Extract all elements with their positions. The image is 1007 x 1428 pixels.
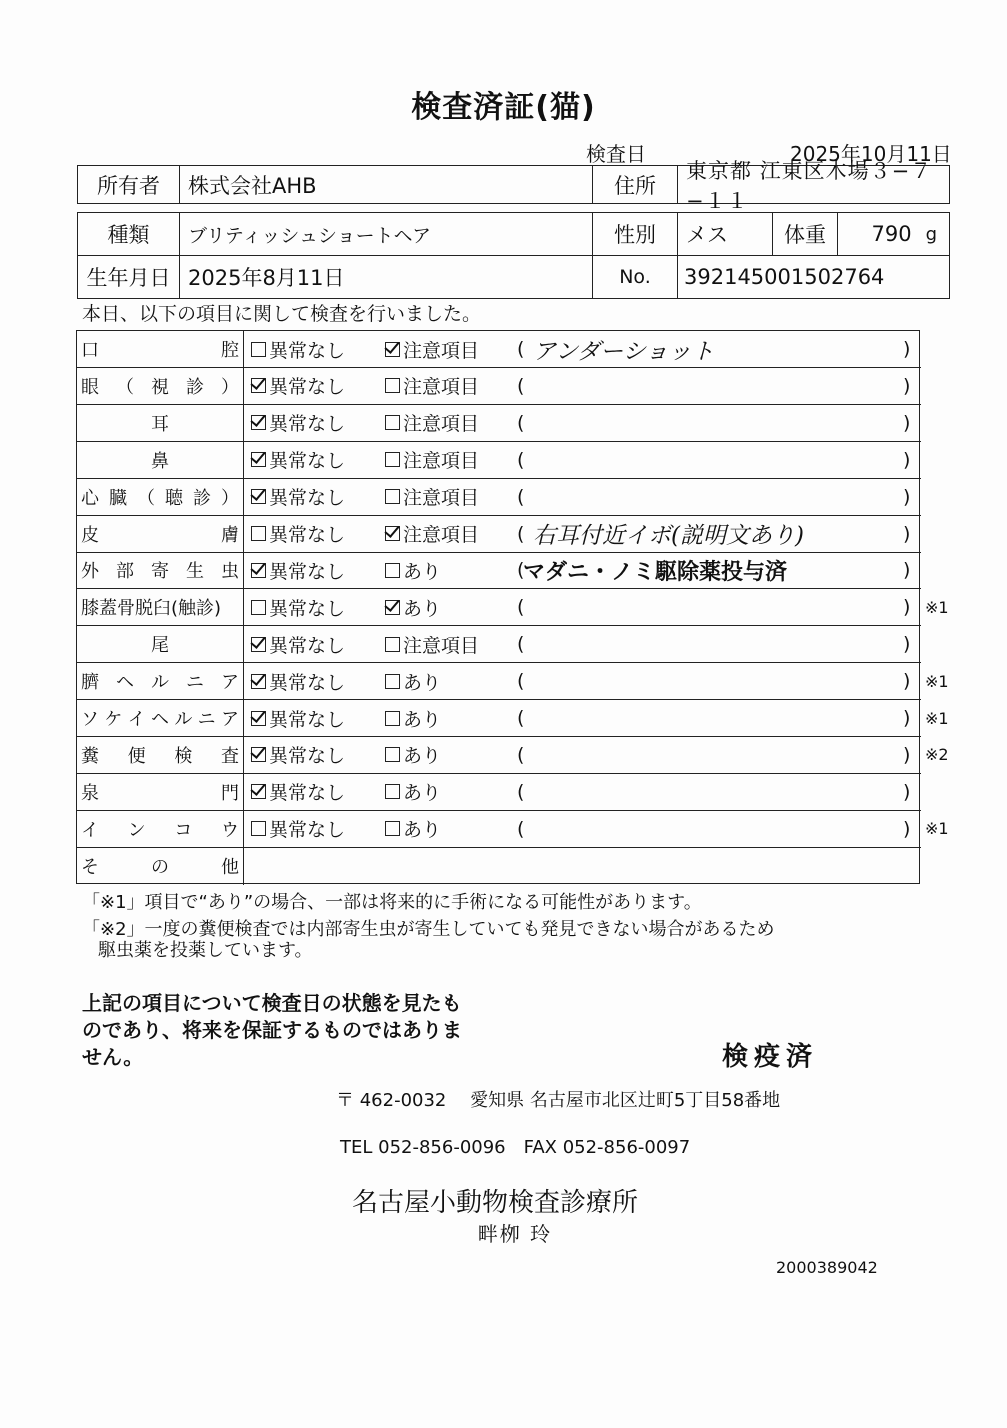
option-finding[interactable]	[385, 442, 479, 478]
footnote-mark: ※2	[925, 745, 949, 765]
disclaimer-text: 上記の項目について検査日の状態を見たものであり、将来を保証するものではありません。	[82, 991, 462, 1069]
option-finding[interactable]	[385, 405, 479, 441]
check-row	[77, 368, 921, 405]
address-label: 住所	[593, 166, 678, 203]
paren-close: )	[903, 817, 911, 840]
option-finding-label: あり	[403, 560, 442, 583]
option-finding-label: 注意項目	[403, 487, 480, 510]
checkbox-icon[interactable]	[251, 489, 266, 504]
option-normal[interactable]	[251, 442, 345, 478]
checkbox-icon[interactable]	[251, 747, 266, 762]
item-label: 臍 ヘ ル ニ ア	[77, 663, 244, 699]
paren-close: )	[903, 338, 911, 360]
checkbox-icon[interactable]	[385, 674, 400, 689]
check-row	[77, 811, 949, 848]
option-finding[interactable]	[385, 479, 479, 515]
intro-text: 本日、以下の項目に関して検査を行いました。	[82, 303, 482, 325]
checkbox-icon[interactable]	[251, 821, 266, 836]
check-row	[77, 552, 921, 589]
item-label: 鼻	[77, 442, 244, 478]
footnote-2-cont: 駆虫薬を投薬しています。	[98, 940, 313, 961]
item-label: 外 部 寄 生 虫	[77, 552, 244, 588]
no-label: No.	[593, 256, 678, 298]
paren-open: (	[517, 485, 525, 508]
option-finding-label: 注意項目	[403, 339, 480, 362]
option-finding[interactable]	[385, 663, 441, 699]
option-normal-label: 異常なし	[269, 339, 346, 362]
checkbox-icon[interactable]	[385, 637, 400, 652]
item-label: イ ン コ ウ	[77, 811, 244, 847]
option-finding[interactable]	[385, 774, 441, 810]
option-normal[interactable]	[251, 811, 345, 847]
checkbox-icon[interactable]	[251, 600, 266, 615]
address-value: 東京都 江東区木場３−７−１１	[686, 158, 933, 213]
checkbox-icon[interactable]	[385, 821, 400, 836]
paren-open: (	[517, 817, 525, 840]
option-normal[interactable]	[251, 626, 345, 662]
option-finding-label: あり	[403, 597, 442, 620]
option-finding[interactable]	[385, 589, 441, 625]
checkbox-icon[interactable]	[251, 342, 266, 357]
paren-close: )	[903, 485, 911, 508]
footnote-mark: ※1	[925, 671, 949, 691]
check-row	[77, 626, 921, 663]
option-finding-label: あり	[403, 819, 442, 842]
option-finding-label: 注意項目	[403, 450, 480, 473]
option-normal[interactable]	[251, 663, 345, 699]
paren-open: (	[517, 707, 525, 729]
checkbox-icon[interactable]	[385, 600, 400, 615]
option-normal-label: 異常なし	[269, 819, 346, 842]
check-row	[77, 516, 921, 553]
option-normal-label: 異常なし	[269, 597, 346, 620]
option-finding[interactable]	[385, 516, 479, 552]
checkbox-icon[interactable]	[251, 784, 266, 799]
item-label: 糞 便 検 査	[77, 737, 244, 773]
option-normal-label: 異常なし	[269, 634, 346, 657]
option-finding-label: 注意項目	[403, 634, 480, 657]
option-normal-label: 異常なし	[269, 745, 346, 768]
checkbox-icon[interactable]	[385, 711, 400, 726]
option-finding[interactable]	[385, 737, 441, 773]
paren-close: )	[903, 633, 911, 656]
weight-field	[838, 213, 951, 255]
checkbox-icon[interactable]	[251, 452, 266, 467]
item-note: マダニ・ノミ駆除薬投与済	[523, 559, 788, 585]
sex-value: メス	[678, 213, 773, 255]
option-finding-label: あり	[403, 745, 442, 768]
item-label: 眼 （ 視 診 ）	[77, 368, 244, 404]
option-finding[interactable]	[385, 626, 479, 662]
paren-open: (	[517, 522, 525, 545]
option-normal[interactable]	[251, 737, 345, 773]
check-row	[77, 774, 921, 811]
option-finding-label: 注意項目	[403, 413, 480, 436]
checkbox-icon[interactable]	[385, 415, 400, 430]
breed-label: 種類	[78, 213, 180, 255]
option-normal[interactable]	[251, 552, 345, 588]
breed-value: ブリティッシュショートヘア	[180, 213, 593, 255]
option-normal[interactable]	[251, 331, 345, 367]
owner-label: 所有者	[78, 166, 180, 203]
footnote-1: 「※1」項目で“あり”の場合、一部は将来的に手術になる可能性があります。	[82, 892, 702, 913]
footnote-mark: ※1	[925, 708, 949, 728]
exam-date-value: 2025年10月11日	[790, 142, 952, 166]
paren-open: (	[517, 448, 525, 471]
paren-close: )	[903, 743, 911, 766]
option-normal-label: 異常なし	[269, 376, 346, 399]
paren-open: (	[517, 633, 525, 656]
option-normal[interactable]	[251, 589, 345, 625]
option-finding[interactable]	[385, 368, 479, 404]
paren-close: )	[903, 670, 911, 693]
option-normal[interactable]	[251, 479, 345, 515]
footnote-mark: ※1	[925, 819, 949, 839]
check-row	[77, 663, 949, 700]
check-row	[77, 331, 921, 368]
checkbox-icon[interactable]	[251, 415, 266, 430]
option-finding-label: 注意項目	[403, 524, 480, 546]
option-normal-label: 異常なし	[269, 524, 346, 546]
checkbox-icon[interactable]	[385, 563, 400, 578]
item-label: 皮 膚	[77, 516, 244, 552]
item-label: 口 腔	[77, 331, 244, 367]
exam-date-label: 検査日	[586, 142, 646, 166]
owner-box	[77, 158, 950, 213]
option-finding[interactable]	[385, 811, 441, 847]
checkbox-icon[interactable]	[385, 342, 400, 357]
check-row-other	[77, 848, 921, 885]
checkbox-icon[interactable]	[385, 526, 400, 541]
option-finding-label: 注意項目	[403, 376, 480, 399]
item-label-other: そ の 他	[77, 848, 244, 885]
check-row	[77, 479, 921, 516]
option-finding-label: あり	[403, 708, 442, 731]
paren-open: (	[517, 780, 525, 803]
paren-open: (	[517, 559, 525, 582]
item-label: 耳	[77, 405, 244, 441]
paren-open: (	[517, 374, 525, 397]
footnote-mark: ※1	[925, 597, 949, 617]
document-title: 検査済証(猫)	[411, 90, 596, 125]
check-row	[77, 442, 921, 479]
option-normal-label: 異常なし	[269, 413, 346, 436]
checkbox-icon[interactable]	[251, 378, 266, 393]
checkbox-icon[interactable]	[385, 378, 400, 393]
item-note: 右耳付近イボ(説明文あり)	[533, 523, 804, 549]
clinic-name: 名古屋小動物検査診療所	[351, 1188, 638, 1218]
checkbox-icon[interactable]	[251, 711, 266, 726]
item-label: 心 臓 （ 聴 診 ）	[77, 479, 244, 515]
option-finding[interactable]	[385, 700, 441, 736]
paren-close: )	[903, 707, 911, 729]
paren-open: (	[517, 338, 525, 360]
paren-close: )	[903, 411, 911, 434]
dob-label: 生年月日	[78, 256, 180, 298]
option-normal-label: 異常なし	[269, 708, 346, 731]
item-label: 膝蓋骨脱臼(触診)	[77, 589, 244, 625]
sex-label: 性別	[593, 213, 678, 255]
option-normal[interactable]	[251, 368, 345, 404]
checkbox-icon[interactable]	[251, 563, 266, 578]
option-normal[interactable]	[251, 700, 345, 736]
checkbox-icon[interactable]	[251, 674, 266, 689]
check-row	[77, 589, 949, 626]
paren-close: )	[903, 559, 911, 582]
check-row	[77, 700, 949, 737]
item-label: 尾	[77, 626, 244, 662]
checkbox-icon[interactable]	[251, 526, 266, 541]
no-value: 392145001502764	[684, 265, 885, 289]
weight-label: 体重	[773, 213, 838, 255]
paren-close: )	[903, 596, 911, 619]
paren-close: )	[903, 780, 911, 803]
option-finding-label: あり	[403, 671, 442, 694]
pet-box	[77, 212, 950, 299]
check-table	[76, 330, 949, 884]
checkbox-icon[interactable]	[385, 489, 400, 504]
checkbox-icon[interactable]	[385, 452, 400, 467]
paren-open: (	[517, 670, 525, 693]
option-normal[interactable]	[251, 516, 345, 552]
option-normal-label: 異常なし	[269, 782, 346, 805]
option-finding-label: あり	[403, 782, 442, 805]
item-label: ソ ケ イ ヘ ル ニ ア	[77, 700, 244, 736]
option-normal[interactable]	[251, 405, 345, 441]
checkbox-icon[interactable]	[385, 747, 400, 762]
option-normal[interactable]	[251, 774, 345, 810]
paren-close: )	[903, 448, 911, 471]
paren-open: (	[517, 743, 525, 766]
paren-open: (	[517, 411, 525, 434]
item-label: 泉 門	[77, 774, 244, 810]
check-row	[77, 737, 949, 774]
inspection-stamp: 検疫済	[722, 1042, 819, 1072]
option-normal-label: 異常なし	[269, 450, 346, 473]
weight-unit: g	[925, 223, 937, 245]
weight-value: 790	[871, 222, 912, 246]
veterinarian-name: 畔栁 玲	[477, 1222, 553, 1246]
option-finding[interactable]	[385, 552, 441, 588]
item-note: アンダーショット	[533, 338, 715, 365]
footnote-2: 「※2」一度の糞便検査では内部寄生虫が寄生していても発見できない場合があるため	[82, 919, 775, 940]
paren-open: (	[517, 596, 525, 619]
option-normal-label: 異常なし	[269, 487, 346, 510]
paren-close: )	[903, 522, 911, 545]
checkbox-icon[interactable]	[251, 637, 266, 652]
owner-value: 株式会社AHB	[180, 166, 593, 203]
clinic-phone: TEL 052-856-0096 FAX 052-856-0097	[340, 1137, 691, 1158]
check-row	[77, 405, 921, 442]
clinic-address: 〒 462-0032 愛知県 名古屋市北区辻町5丁目58番地	[336, 1090, 781, 1111]
dob-value: 2025年8月11日	[180, 256, 593, 298]
checkbox-icon[interactable]	[385, 784, 400, 799]
serial-number: 2000389042	[776, 1258, 878, 1277]
option-normal-label: 異常なし	[269, 560, 346, 583]
option-normal-label: 異常なし	[269, 671, 346, 694]
option-finding[interactable]	[385, 331, 479, 367]
paren-close: )	[903, 374, 911, 397]
